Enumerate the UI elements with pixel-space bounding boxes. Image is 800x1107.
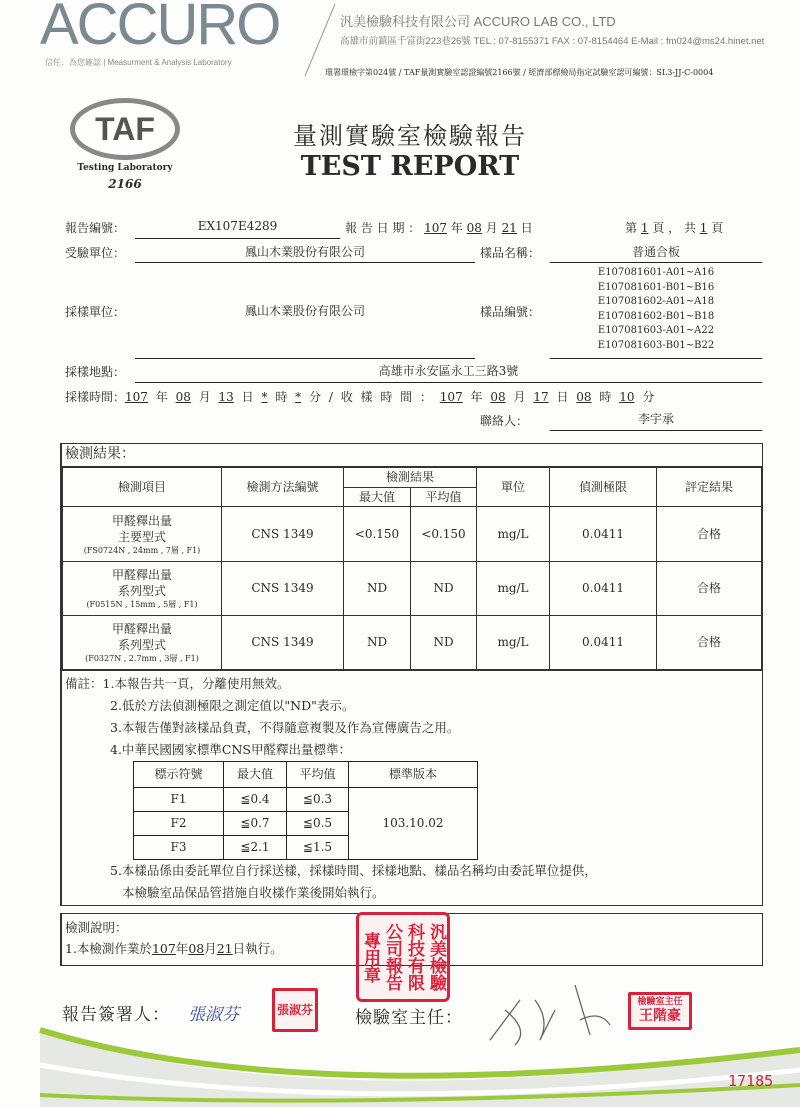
cell-item [63,616,222,670]
item-spec: (F0515N , 15mm , 5層 , F1) [86,600,198,609]
rt: 107 [439,390,463,404]
std-max: ≦2.1 [224,836,287,860]
t: 1.本檢測作業於 [65,941,152,956]
cell-method: CNS 1349 [222,507,344,562]
company-seal: 汎美檢驗科技有限公司報告專用章 [356,912,450,1002]
u: 分 [642,390,655,404]
std-th: 標示符號 [134,762,224,788]
st: 13 [218,390,234,404]
item-spec: (F0327N , 2.7mm , 3層 , F1) [85,654,199,663]
item-type: 系列型式 [117,584,166,598]
u: 年 [155,390,168,404]
std-sym: F3 [134,836,224,860]
report-date [345,221,533,235]
t: 21 [216,941,233,956]
rd-m: 08 [466,221,482,235]
u: 日 [241,390,254,404]
rd-y: 107 [424,221,447,235]
u: 月 [513,390,526,404]
cell-unit: mg/L [477,507,550,562]
page-cur: 1 [640,221,649,235]
receive-time-label: / 收 樣 時 間 ： [328,390,432,404]
results-title: 檢測結果： [62,444,762,467]
title-en: TEST REPORT [300,151,520,182]
location-label: 採樣地點： [65,365,126,379]
report-no-label: 報告編號： [65,221,126,235]
cell-verdict: 合格 [657,507,762,562]
th-item: 檢測項目 [63,468,222,507]
item-name: 甲醛釋出量 [111,568,172,582]
u: 分 [309,390,322,404]
notes-label: 備註： [65,676,103,691]
results-box [60,443,763,906]
accuro-logo: ACCURO [40,0,280,54]
tagline-zh: 信任．為您確認 [45,58,101,67]
t: 年 [175,941,189,956]
th-result: 檢測結果 [344,468,477,488]
std-avg: ≦0.5 [287,812,349,836]
sample-no: E107081601-A01~A16 [597,267,715,278]
page-total: 1 [699,221,708,235]
std-sym: F2 [134,812,224,836]
stamp-title: 檢驗室主任 [637,997,683,1007]
director-signature [480,980,620,1050]
location: 高雄市永安區永工三路3號 [135,364,762,383]
cell-method: CNS 1349 [222,562,344,616]
desc-label: 檢測說明： [65,920,128,935]
std-max: ≦0.7 [224,812,287,836]
cell-limit: 0.0411 [550,562,657,616]
sample-name: 普通合板 [550,245,762,263]
std-avg: ≦1.5 [287,836,349,860]
table-row [63,616,762,670]
std-version: 103.10.02 [349,788,478,860]
item-name: 甲醛釋出量 [111,513,172,528]
report-no: EX107E4289 [135,219,340,239]
stamp-name: 王階豪 [639,1008,681,1024]
client-label: 受驗單位： [65,246,126,260]
sample-name-label: 樣品名稱： [480,246,541,260]
cell-max: ND [344,616,411,670]
company-address: 高雄市前鎮區千富街223巷26號 TEL : 07-8155371 FAX : 07-8154464 E-Mail : fm024@ms24.hinet.net [340,36,765,47]
th-limit: 偵測極限 [550,468,657,507]
client: 鳳山木業股份有限公司 [135,245,475,263]
tagline: 信任．為您確認 | Measurment & Analysis Laboratory [45,58,232,67]
st: 107 [125,390,148,404]
note-5b: 本檢驗室品保品管措施自收樣作業後開始執行。 [122,885,385,900]
note-3: 3.本報告僅對該樣品負責，不得隨意複製及作為宣傳廣告之用。 [110,720,460,735]
signer-signature: 張淑芬 [188,1005,239,1025]
certifications: 環署環檢字第024號 / TAF量測實驗室認證編號2166號 / 經濟部標檢局指定試驗室認可編號：SL3-JJ-C-0004 [325,68,714,77]
cell-avg: <0.150 [411,507,477,562]
rt: 17 [533,390,549,404]
cell-avg: ND [411,616,477,670]
th-verdict: 評定結果 [657,468,762,507]
t: 月 [204,941,217,956]
cell-item [63,562,222,616]
u: 年 [470,390,483,404]
item-type: 系列型式 [117,638,166,652]
contact: 李宇承 [550,412,762,431]
std-max: ≦0.4 [224,788,287,812]
t: 08 [188,941,205,956]
th-avg: 平均值 [411,488,477,507]
taf-number: 2166 [108,177,142,191]
th-method: 檢測方法編號 [222,468,344,507]
std-avg: ≦0.3 [287,788,349,812]
rt: 08 [576,390,592,404]
st: * [295,390,302,404]
cell-unit: mg/L [477,616,550,670]
u: 年 [450,221,463,235]
rd-d: 21 [501,221,517,235]
cell-max: <0.150 [344,507,411,562]
note-1: 1.本報告共一頁，分離使用無效。 [102,676,290,691]
sample-no: E107081602-B01~B18 [597,310,715,322]
u: 月 [485,221,498,235]
u: 時 [275,390,288,404]
sample-no: E107081603-A01~A22 [597,325,715,336]
report-date-label: 報 告 日 期 ： [345,221,421,235]
st: 08 [175,390,191,404]
taf-label: Testing Laboratory [77,163,173,173]
th-unit: 單位 [477,468,550,507]
item-name: 甲醛釋出量 [111,622,172,636]
cell-avg: ND [411,562,477,616]
std-th: 平均值 [287,762,349,788]
signer-label: 報告簽署人： [62,1005,170,1025]
std-sym: F1 [134,788,224,812]
th-max: 最大值 [344,488,411,507]
cell-max: ND [344,562,411,616]
taf-logo: TAF [70,98,180,160]
results-table [62,467,762,670]
sampling-time-label: 採樣時間： [65,390,126,404]
rt: 08 [490,390,506,404]
u: 日 [520,221,533,235]
cell-limit: 0.0411 [550,507,657,562]
signer-stamp: 張淑芬 [272,988,318,1032]
cell-unit: mg/L [477,562,550,616]
sample-no: E107081603-B01~B22 [597,339,715,351]
cell-method: CNS 1349 [222,616,344,670]
item-spec: (FS0724N , 24mm , 7層 , F1) [83,545,201,555]
t: 日執行。 [232,941,283,956]
u: 日 [556,390,569,404]
serial-number: 17185 [728,1072,774,1090]
std-th: 最大值 [224,762,287,788]
sampling-time-row [65,390,654,404]
sampler: 鳳山木業股份有限公司 [135,304,475,359]
item-type: 主要型式 [117,529,166,544]
u: 月 [198,390,211,404]
std-th: 標準版本 [349,762,478,788]
table-row [63,507,762,562]
notes [62,670,762,904]
t: 107 [151,941,176,956]
t: 頁 ， 共 [652,221,696,235]
sample-no-label: 樣品編號： [480,305,541,319]
cell-limit: 0.0411 [550,616,657,670]
standard-table [133,761,478,860]
note-5: 5.本樣品係由委託單位自行採送樣，採樣時間、採樣地點、樣品名稱均由委託單位提供， [110,863,597,878]
title-zh: 量測實驗室檢驗報告 [293,122,527,150]
t: 第 [625,221,638,235]
u: 時 [599,390,612,404]
t: 頁 [711,221,724,235]
tagline-en: Measurment & Analysis Laboratory [107,58,232,67]
rt: 10 [619,390,635,404]
note-2: 2.低於方法偵測極限之測定值以"ND"表示。 [110,698,355,713]
company-name: 汎美檢驗科技有限公司 ACCURO LAB CO., LTD [340,14,616,29]
director-label: 檢驗室主任： [355,1008,463,1028]
table-row [63,562,762,616]
director-stamp [628,992,692,1030]
sample-no: E107081601-B01~B16 [597,281,715,293]
cell-verdict: 合格 [657,562,762,616]
sample-no-list [550,266,762,359]
sampler-label: 採樣單位： [65,305,126,319]
st: * [261,390,268,404]
sample-no: E107081602-A01~A18 [597,296,715,307]
cell-item [63,507,222,562]
cell-verdict: 合格 [657,616,762,670]
contact-label: 聯絡人： [480,414,529,428]
note-4: 4.中華民國國家標準CNS甲醛釋出量標準： [110,742,351,757]
page-indicator [625,221,723,235]
